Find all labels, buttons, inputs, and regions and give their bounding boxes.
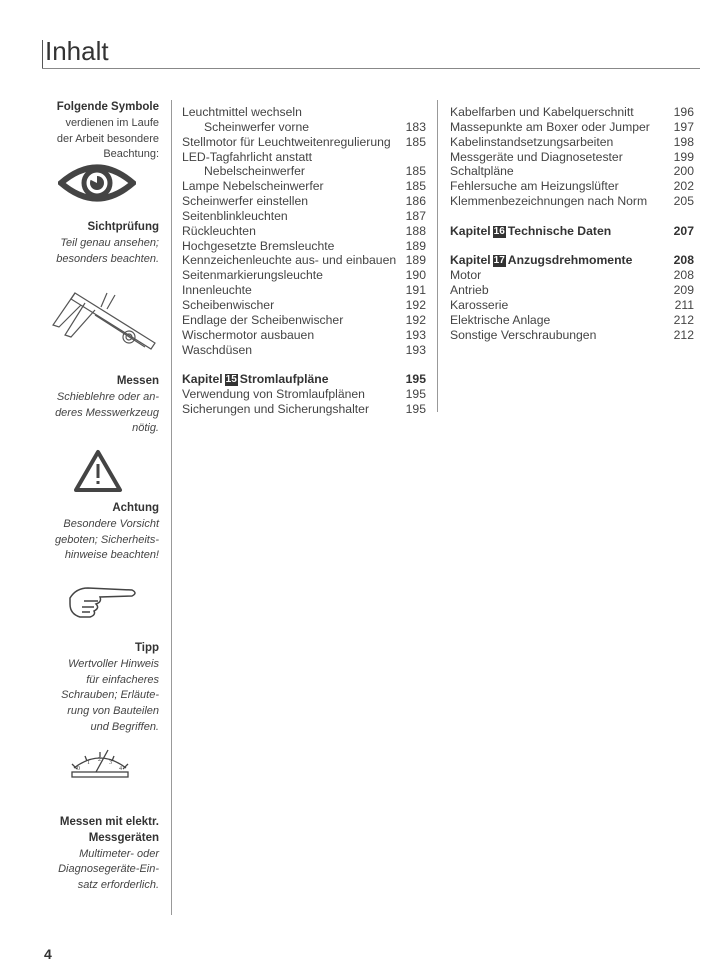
chapter-title: Technische Daten <box>507 223 612 238</box>
symbol-messen-elektr <box>58 815 159 894</box>
entry-page: 191 <box>405 283 426 298</box>
toc-entry[interactable] <box>450 179 694 194</box>
symbol-desc: hinweise beachten! <box>64 549 159 562</box>
eye-icon <box>58 160 136 206</box>
entry-page: 193 <box>405 342 426 357</box>
chapter-heading <box>450 253 632 268</box>
entry-title: Klemmenbezeichnungen nach Norm <box>450 194 648 209</box>
entry-title: Waschdüsen <box>182 342 253 357</box>
entry-page: 185 <box>405 134 426 149</box>
symbol-desc: rung von Bauteilen <box>67 705 159 718</box>
entry-page: 186 <box>405 194 426 209</box>
symbol-title: Sichtprüfung <box>87 221 159 233</box>
toc-entry[interactable] <box>450 105 694 120</box>
title-rule <box>42 68 700 69</box>
toc-entry[interactable] <box>450 135 694 150</box>
entry-page: 192 <box>405 297 426 312</box>
entry-page: 211 <box>674 297 694 312</box>
entry-page: 192 <box>405 312 426 327</box>
toc-entry[interactable] <box>182 209 426 224</box>
toc-entry[interactable] <box>182 328 426 343</box>
entry-page: 185 <box>405 164 426 179</box>
title-bar <box>42 40 43 68</box>
toc-entry[interactable] <box>182 239 426 254</box>
symbol-messen <box>55 374 159 437</box>
entry-title: Kabelinstandsetzungsarbeiten <box>450 134 614 149</box>
entry-page: 189 <box>405 253 426 268</box>
chapter-heading <box>182 372 328 387</box>
sidebar-intro <box>57 100 159 163</box>
chapter-title: Stromlaufpläne <box>239 372 329 387</box>
toc-entry[interactable] <box>182 402 426 417</box>
entry-page: 200 <box>673 164 694 179</box>
entry-title: Scheinwerfer einstellen <box>182 194 309 209</box>
entry-title: Massepunkte am Boxer oder Jumper <box>450 119 650 134</box>
entry-page: 198 <box>673 134 694 149</box>
chapter-entry[interactable] <box>450 224 694 239</box>
chapter-label: Kapitel <box>450 223 491 238</box>
entry-page: 195 <box>405 401 426 416</box>
entry-title: Fehlersuche am Heizungslüfter <box>450 179 619 194</box>
chapter-label: Kapitel <box>182 372 223 387</box>
entry-page: 187 <box>405 208 426 223</box>
warning-icon <box>72 448 124 494</box>
chapter-title: Anzugsdrehmomente <box>507 253 633 268</box>
symbol-title: Achtung <box>112 502 159 514</box>
entry-title: Seitenmarkierungsleuchte <box>182 268 323 283</box>
symbol-desc: Diagnosegeräte-Ein- <box>58 863 159 876</box>
entry-page: 185 <box>405 179 426 194</box>
page-number: 4 <box>44 946 52 962</box>
symbol-desc: deres Messwerkzeug <box>55 406 159 419</box>
toc-entry[interactable] <box>182 105 426 120</box>
entry-page: 207 <box>673 223 694 238</box>
chapter-number-badge: 17 <box>493 255 505 267</box>
symbol-desc: Schieblehre oder an- <box>56 390 159 403</box>
symbol-desc: Wertvoller Hinweis <box>68 657 159 670</box>
caliper-icon <box>45 285 160 360</box>
intro-title: Folgende Symbole <box>56 101 159 113</box>
toc-entry[interactable] <box>182 135 426 150</box>
intro-line: verdienen im Laufe <box>65 116 159 129</box>
entry-title: Motor <box>450 268 482 283</box>
symbol-desc: nötig. <box>132 422 159 435</box>
entry-page: 208 <box>673 268 694 283</box>
entry-title: Seitenblinkleuchten <box>182 208 288 223</box>
toc-entry[interactable] <box>450 120 694 135</box>
toc-column-2 <box>450 105 694 343</box>
entry-title: Innenleuchte <box>182 283 252 298</box>
entry-page: 190 <box>405 268 426 283</box>
symbol-achtung <box>55 501 159 564</box>
chapter-entry[interactable] <box>182 372 426 387</box>
chapter-label: Kapitel <box>450 253 491 268</box>
toc-entry[interactable] <box>450 328 694 343</box>
toc-entry[interactable] <box>450 194 694 209</box>
entry-title: Sicherungen und Sicherungshalter <box>182 401 370 416</box>
pointing-hand-icon <box>66 584 140 620</box>
entry-page: 195 <box>405 387 426 402</box>
toc-entry[interactable] <box>182 343 426 358</box>
entry-title: Verwendung von Stromlaufplänen <box>182 387 365 402</box>
toc-entry[interactable] <box>182 179 426 194</box>
entry-page: 188 <box>405 223 426 238</box>
entry-title: Nebelscheinwerfer <box>204 164 305 179</box>
symbol-desc: für einfacheres <box>86 673 159 686</box>
meter-tick: 3 <box>109 760 112 766</box>
entry-page: 195 <box>405 372 426 387</box>
entry-page: 205 <box>673 194 694 209</box>
symbol-title: Messgeräten <box>88 831 159 844</box>
meter-tick: 2 <box>98 757 101 763</box>
toc-entry[interactable] <box>182 313 426 328</box>
entry-page: 196 <box>673 105 694 119</box>
toc-column-1 <box>182 105 426 417</box>
symbol-title: Messen mit elektr. <box>59 816 159 828</box>
entry-page: 183 <box>405 119 426 134</box>
entry-title: Schaltpläne <box>450 164 514 179</box>
column-divider <box>437 100 438 412</box>
toc-entry[interactable] <box>450 283 694 298</box>
symbol-tipp <box>61 641 159 736</box>
symbol-title: Tipp <box>134 642 159 654</box>
toc-entry[interactable] <box>182 253 426 268</box>
meter-tick: 1 <box>87 760 90 766</box>
symbol-sichtpruefung <box>56 220 159 267</box>
toc-entry[interactable] <box>182 387 426 402</box>
toc-entry[interactable] <box>182 150 426 165</box>
entry-page: 209 <box>673 283 694 298</box>
symbol-title: Messen <box>116 375 159 387</box>
toc-entry[interactable] <box>182 283 426 298</box>
entry-page: 212 <box>673 327 694 342</box>
symbol-desc: Multimeter- oder <box>79 847 159 860</box>
entry-title: Messgeräte und Diagnosetester <box>450 149 623 164</box>
entry-title: Wischermotor ausbauen <box>182 327 315 342</box>
entry-title: Endlage der Scheibenwischer <box>182 312 344 327</box>
toc-entry[interactable] <box>450 298 694 313</box>
entry-title: Kennzeichenleuchte aus- und einbauen <box>182 253 397 268</box>
intro-line: Beachtung: <box>103 148 159 161</box>
chapter-number-badge: 16 <box>493 225 505 237</box>
meter-tick: 0 <box>77 766 80 772</box>
toc-entry[interactable] <box>182 224 426 239</box>
page-title: Inhalt <box>45 36 109 66</box>
chapter-number-badge: 15 <box>225 374 237 386</box>
entry-title: Elektrische Anlage <box>450 312 551 327</box>
entry-page: 199 <box>673 149 694 164</box>
toc-entry[interactable] <box>182 268 426 283</box>
toc-entry[interactable] <box>182 164 426 179</box>
symbol-desc: satz erforderlich. <box>77 879 159 892</box>
chapter-heading <box>450 224 611 239</box>
toc-entry[interactable] <box>450 150 694 165</box>
entry-page: 189 <box>405 238 426 253</box>
entry-title: Karosserie <box>450 297 509 312</box>
intro-line: der Arbeit besondere <box>56 132 159 145</box>
toc-entry[interactable] <box>182 194 426 209</box>
toc-entry[interactable] <box>182 298 426 313</box>
entry-title: Rückleuchten <box>182 223 256 238</box>
entry-page: 197 <box>673 119 694 134</box>
entry-title: LED-Tagfahrlicht anstatt <box>182 149 313 164</box>
toc-entry[interactable] <box>450 164 694 179</box>
symbol-desc: besonders beachten. <box>56 252 159 265</box>
symbol-desc: und Begriffen. <box>90 720 159 733</box>
entry-title: Scheibenwischer <box>182 297 275 312</box>
meter-tick: 4 <box>119 766 122 772</box>
entry-title: Sonstige Verschraubungen <box>450 327 597 342</box>
chapter-entry[interactable] <box>450 253 694 268</box>
entry-title: Kabelfarben und Kabelquerschnitt <box>450 105 634 119</box>
entry-title: Lampe Nebelscheinwerfer <box>182 179 324 194</box>
toc-entry[interactable] <box>182 120 426 135</box>
entry-page: 208 <box>673 253 694 268</box>
meter-icon <box>68 748 132 782</box>
symbol-desc: Schrauben; Erläute- <box>61 689 159 702</box>
entry-title: Stellmotor für Leuchtweitenregulierung <box>182 134 391 149</box>
symbol-desc: Besondere Vorsicht <box>63 517 159 530</box>
toc-entry[interactable] <box>450 313 694 328</box>
symbol-desc: Teil genau ansehen; <box>60 236 159 249</box>
toc-entry[interactable] <box>450 268 694 283</box>
sidebar-divider <box>171 100 172 915</box>
entry-title: Hochgesetzte Bremsleuchte <box>182 238 335 253</box>
entry-page: 202 <box>673 179 694 194</box>
entry-page: 212 <box>673 312 694 327</box>
entry-page: 193 <box>405 327 426 342</box>
symbol-desc: geboten; Sicherheits- <box>55 533 159 546</box>
entry-title: Antrieb <box>450 283 489 298</box>
entry-title: Leuchtmittel wechseln <box>182 105 302 119</box>
entry-title: Scheinwerfer vorne <box>204 119 309 134</box>
